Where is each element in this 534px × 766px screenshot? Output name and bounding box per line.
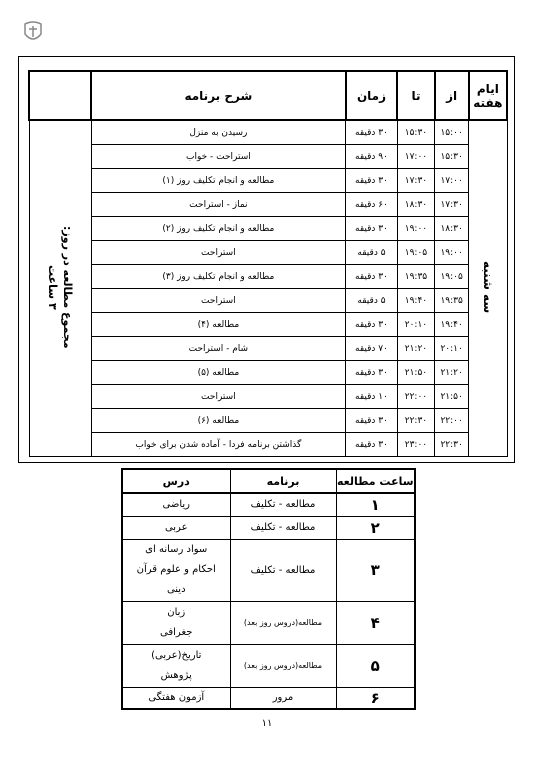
schedule-row (29, 337, 507, 361)
study-hour-cell: ۳ (336, 539, 415, 601)
study-program-cell: مطالعه - تکلیف (230, 516, 336, 539)
study-program-cell: مطالعه(دروس روز بعد) (230, 644, 336, 687)
to-cell: ۲۱:۵۰ (397, 361, 434, 385)
time-cell: ۳۰ دقیقه (346, 409, 398, 433)
schedule-row (29, 313, 507, 337)
time-cell: ۳۰ دقیقه (346, 361, 398, 385)
from-cell: ۲۲:۰۰ (435, 409, 469, 433)
study-lesson-cell: آزمون هفتگی (122, 687, 230, 709)
schedule-row (29, 433, 507, 457)
from-cell: ۱۹:۴۰ (435, 313, 469, 337)
from-cell: ۱۹:۰۰ (435, 241, 469, 265)
description-cell: استراحت (91, 385, 346, 409)
description-cell: نماز - استراحت (91, 193, 346, 217)
time-cell: ۳۰ دقیقه (346, 120, 398, 145)
time-cell: ۳۰ دقیقه (346, 169, 398, 193)
description-cell: مطالعه (۵) (91, 361, 346, 385)
study-hour-cell: ۵ (336, 644, 415, 687)
time-cell: ۹۰ دقیقه (346, 145, 398, 169)
header-description: شرح برنامه (91, 71, 346, 120)
from-cell: ۱۹:۰۵ (435, 265, 469, 289)
header-blank (29, 71, 91, 120)
study-lesson-cell: سواد رسانه ای احکام و علوم قرآن دینی (122, 539, 230, 601)
description-cell: استراحت (91, 289, 346, 313)
from-cell: ۲۰:۱۰ (435, 337, 469, 361)
time-cell: ۶۰ دقیقه (346, 193, 398, 217)
description-cell: مطالعه و انجام تکلیف روز (۳) (91, 265, 346, 289)
from-cell: ۱۹:۳۵ (435, 289, 469, 313)
schedule-row (29, 193, 507, 217)
description-cell: مطالعه و انجام تکلیف روز (۲) (91, 217, 346, 241)
time-cell: ۳۰ دقیقه (346, 433, 398, 457)
description-cell: استراحت - خواب (91, 145, 346, 169)
schedule-row (29, 241, 507, 265)
to-cell: ۲۰:۱۰ (397, 313, 434, 337)
time-cell: ۵ دقیقه (346, 289, 398, 313)
from-cell: ۱۷:۳۰ (435, 193, 469, 217)
from-cell: ۲۱:۵۰ (435, 385, 469, 409)
study-row (122, 644, 415, 687)
time-cell: ۵ دقیقه (346, 241, 398, 265)
study-hour-cell: ۴ (336, 601, 415, 644)
description-cell: مطالعه (۴) (91, 313, 346, 337)
study-header-lesson: درس (122, 469, 230, 493)
time-cell: ۳۰ دقیقه (346, 313, 398, 337)
schedule-row (29, 169, 507, 193)
study-row (122, 516, 415, 539)
day-label: سه شنبه (480, 260, 495, 314)
study-header-row (122, 469, 415, 493)
from-cell: ۲۲:۳۰ (435, 433, 469, 457)
daily-total-cell (29, 120, 91, 457)
description-cell: شام - استراحت (91, 337, 346, 361)
daily-total-label: مجموع مطالعه در روز: ۳ ساعت (46, 225, 75, 349)
to-cell: ۲۲:۰۰ (397, 385, 434, 409)
schedule-row (29, 265, 507, 289)
header-time: زمان (346, 71, 398, 120)
schedule-row (29, 409, 507, 433)
logo-icon (22, 20, 44, 46)
page-number: ۱۱ (261, 718, 273, 729)
study-hour-cell: ۲ (336, 516, 415, 539)
schedule-header-row (29, 71, 507, 120)
to-cell: ۲۲:۳۰ (397, 409, 434, 433)
to-cell: ۱۹:۰۰ (397, 217, 434, 241)
to-cell: ۲۱:۲۰ (397, 337, 434, 361)
study-lesson-cell: ریاضی (122, 493, 230, 516)
to-cell: ۱۸:۳۰ (397, 193, 434, 217)
study-program-cell: مطالعه(دروس روز بعد) (230, 601, 336, 644)
study-lesson-cell: عربی (122, 516, 230, 539)
study-program-cell: مطالعه - تکلیف (230, 539, 336, 601)
study-program-cell: مرور (230, 687, 336, 709)
to-cell: ۱۹:۴۰ (397, 289, 434, 313)
to-cell: ۱۷:۰۰ (397, 145, 434, 169)
time-cell: ۳۰ دقیقه (346, 265, 398, 289)
schedule-row (29, 361, 507, 385)
to-cell: ۱۹:۰۵ (397, 241, 434, 265)
study-table (121, 468, 416, 710)
description-cell: مطالعه (۶) (91, 409, 346, 433)
from-cell: ۱۵:۰۰ (435, 120, 469, 145)
time-cell: ۷۰ دقیقه (346, 337, 398, 361)
from-cell: ۱۷:۰۰ (435, 169, 469, 193)
header-days: ایام هفته (469, 71, 507, 120)
schedule-row (29, 120, 507, 145)
header-to: تا (397, 71, 434, 120)
from-cell: ۲۱:۲۰ (435, 361, 469, 385)
description-cell: استراحت (91, 241, 346, 265)
study-row (122, 493, 415, 516)
schedule-row (29, 289, 507, 313)
to-cell: ۲۳:۰۰ (397, 433, 434, 457)
study-lesson-cell: زبان جغرافی (122, 601, 230, 644)
schedule-row (29, 145, 507, 169)
from-cell: ۱۸:۳۰ (435, 217, 469, 241)
schedule-row (29, 217, 507, 241)
day-cell (469, 120, 507, 457)
study-hour-cell: ۶ (336, 687, 415, 709)
to-cell: ۱۷:۳۰ (397, 169, 434, 193)
study-hour-cell: ۱ (336, 493, 415, 516)
description-cell: رسیدن به منزل (91, 120, 346, 145)
schedule-row (29, 385, 507, 409)
to-cell: ۱۹:۳۵ (397, 265, 434, 289)
study-header-hour: ساعت مطالعه (336, 469, 415, 493)
from-cell: ۱۵:۳۰ (435, 145, 469, 169)
time-cell: ۳۰ دقیقه (346, 217, 398, 241)
header-from: از (435, 71, 469, 120)
schedule-table (28, 70, 508, 457)
study-lesson-cell: تاریخ(عربی) پژوهش (122, 644, 230, 687)
study-row (122, 601, 415, 644)
time-cell: ۱۰ دقیقه (346, 385, 398, 409)
description-cell: مطالعه و انجام تکلیف روز (۱) (91, 169, 346, 193)
study-row (122, 539, 415, 601)
study-row (122, 687, 415, 709)
study-header-program: برنامه (230, 469, 336, 493)
study-program-cell: مطالعه - تکلیف (230, 493, 336, 516)
description-cell: گذاشتن برنامه فردا - آماده شدن برای خواب (91, 433, 346, 457)
to-cell: ۱۵:۳۰ (397, 120, 434, 145)
